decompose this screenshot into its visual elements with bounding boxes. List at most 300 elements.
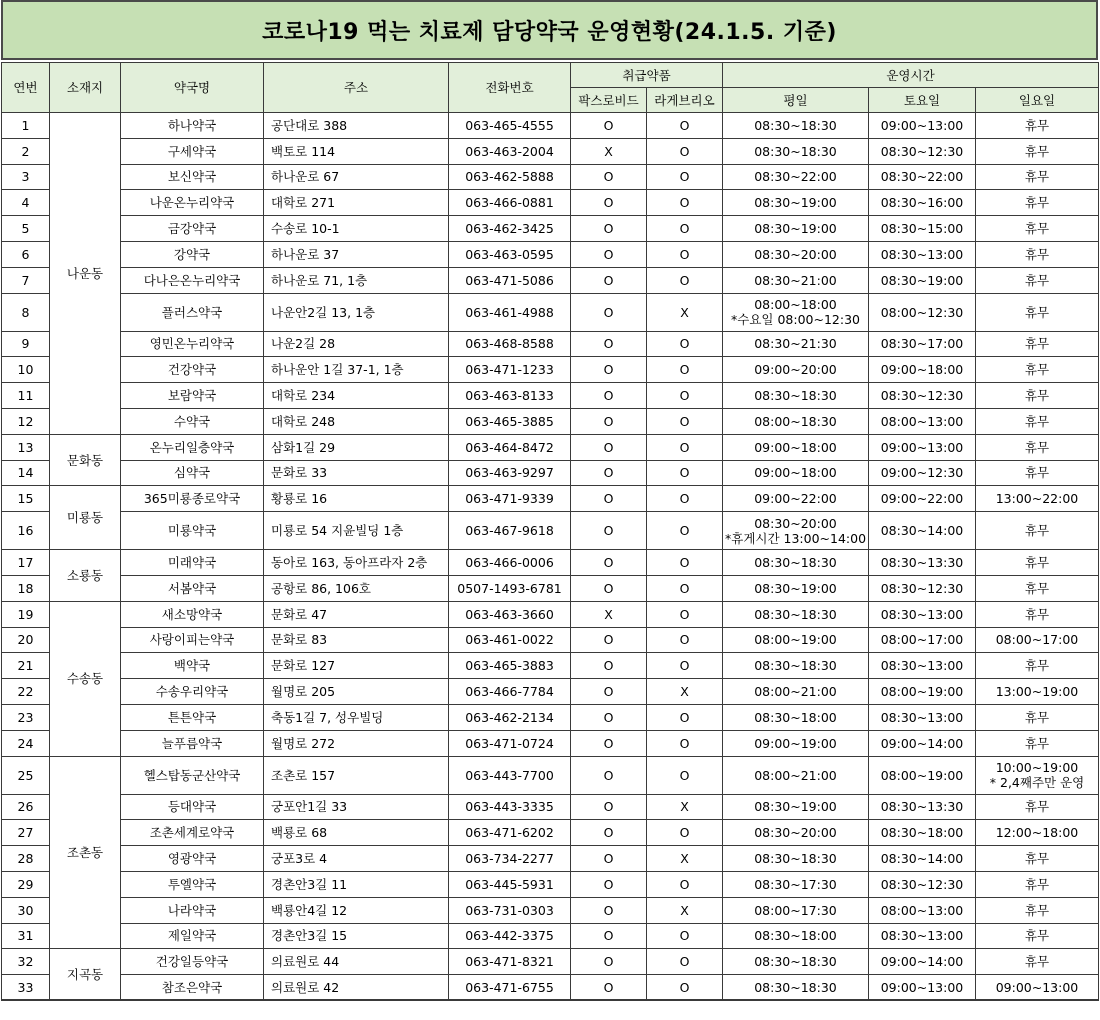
cell-weekday-hours [723, 704, 869, 730]
cell-saturday-hours: 08:00~13:00 [869, 897, 976, 923]
cell-sunday-hours [976, 949, 1099, 975]
cell-pharmacy-name: 심약국 [121, 460, 264, 486]
cell-pharmacy-name: 헬스탑동군산약국 [121, 756, 264, 794]
cell-paxlovid: O [571, 434, 647, 460]
pharmacy-table [1, 62, 1099, 1001]
cell-weekday-hours [723, 897, 869, 923]
cell-weekday-hours [723, 460, 869, 486]
cell-address: 대학로 271 [264, 190, 449, 216]
cell-weekday-hours-line: 08:30~20:00 [754, 246, 837, 262]
cell-lagevrio: O [647, 190, 723, 216]
cell-weekday-hours-line: 08:30~21:30 [754, 336, 837, 352]
cell-weekday-hours-line: 08:00~17:30 [754, 902, 837, 918]
cell-phone: 063-464-8472 [449, 434, 571, 460]
cell-lagevrio: O [647, 216, 723, 242]
cell-paxlovid: O [571, 627, 647, 653]
cell-weekday-hours-line: 08:30~20:00 [754, 825, 837, 841]
cell-sunday-hours-line: 휴무 [1024, 799, 1050, 815]
cell-saturday-hours: 08:30~12:30 [869, 138, 976, 164]
cell-weekday-hours-line: 08:30~17:30 [754, 876, 837, 892]
cell-address: 백룡안4길 12 [264, 897, 449, 923]
cell-saturday-hours: 08:30~22:00 [869, 164, 976, 190]
cell-paxlovid: O [571, 704, 647, 730]
cell-phone: 063-468-8588 [449, 331, 571, 357]
header-weekday: 평일 [723, 88, 869, 113]
cell-sunday-hours [976, 730, 1099, 756]
cell-phone: 063-471-8321 [449, 949, 571, 975]
cell-no: 21 [2, 653, 50, 679]
cell-weekday-hours-line: 08:30~18:30 [754, 979, 837, 995]
cell-sunday-hours-line: 휴무 [1024, 272, 1050, 288]
table-row [2, 949, 1099, 975]
cell-sunday-hours-line: 휴무 [1024, 928, 1050, 944]
cell-sunday-hours [976, 460, 1099, 486]
cell-weekday-hours-line: 08:00~19:00 [754, 632, 837, 648]
cell-sunday-hours-line: 휴무 [1024, 117, 1050, 133]
cell-lagevrio: O [647, 704, 723, 730]
cell-sunday-hours-line: 휴무 [1024, 555, 1050, 571]
cell-sunday-hours [976, 756, 1099, 794]
cell-paxlovid: O [571, 846, 647, 872]
cell-weekday-hours [723, 138, 869, 164]
cell-district: 미룡동 [50, 486, 121, 550]
table-row [2, 293, 1099, 331]
cell-sunday-hours [976, 846, 1099, 872]
cell-pharmacy-name: 건강일등약국 [121, 949, 264, 975]
table-row [2, 460, 1099, 486]
cell-sunday-hours [976, 434, 1099, 460]
cell-lagevrio: O [647, 575, 723, 601]
table-row [2, 601, 1099, 627]
cell-sunday-hours [976, 164, 1099, 190]
cell-pharmacy-name: 백약국 [121, 653, 264, 679]
cell-district: 수송동 [50, 601, 121, 756]
cell-paxlovid: O [571, 550, 647, 576]
cell-pharmacy-name: 금강약국 [121, 216, 264, 242]
cell-paxlovid: O [571, 512, 647, 550]
cell-weekday-hours [723, 383, 869, 409]
cell-weekday-hours [723, 357, 869, 383]
cell-pharmacy-name: 미룡약국 [121, 512, 264, 550]
header-district: 소재지 [50, 63, 121, 113]
cell-sunday-hours [976, 190, 1099, 216]
header-drugs-group: 취급약품 [571, 63, 723, 88]
cell-phone: 063-466-0881 [449, 190, 571, 216]
header-lagevrio: 라게브리오 [647, 88, 723, 113]
cell-pharmacy-name: 강약국 [121, 241, 264, 267]
cell-lagevrio: O [647, 138, 723, 164]
cell-lagevrio: O [647, 331, 723, 357]
cell-no: 30 [2, 897, 50, 923]
cell-district: 소룡동 [50, 550, 121, 602]
cell-no: 25 [2, 756, 50, 794]
cell-weekday-hours [723, 408, 869, 434]
cell-no: 27 [2, 820, 50, 846]
cell-sunday-hours [976, 627, 1099, 653]
cell-weekday-hours [723, 679, 869, 705]
cell-weekday-hours [723, 846, 869, 872]
table-row [2, 383, 1099, 409]
cell-phone: 063-471-0724 [449, 730, 571, 756]
cell-phone: 063-462-3425 [449, 216, 571, 242]
cell-saturday-hours: 09:00~13:00 [869, 113, 976, 139]
cell-weekday-hours [723, 512, 869, 550]
table-row [2, 434, 1099, 460]
cell-weekday-hours [723, 113, 869, 139]
cell-weekday-hours [723, 820, 869, 846]
cell-sunday-hours-line: 휴무 [1024, 246, 1050, 262]
cell-sunday-hours [976, 512, 1099, 550]
cell-pharmacy-name: 나라약국 [121, 897, 264, 923]
cell-sunday-hours [976, 601, 1099, 627]
cell-sunday-hours-line: 휴무 [1024, 304, 1050, 320]
cell-weekday-hours [723, 575, 869, 601]
cell-lagevrio: O [647, 434, 723, 460]
cell-phone: 063-471-9339 [449, 486, 571, 512]
cell-weekday-hours [723, 627, 869, 653]
cell-phone: 063-462-5888 [449, 164, 571, 190]
cell-paxlovid: O [571, 756, 647, 794]
cell-lagevrio: O [647, 512, 723, 550]
cell-saturday-hours: 09:00~22:00 [869, 486, 976, 512]
cell-no: 18 [2, 575, 50, 601]
cell-paxlovid: X [571, 601, 647, 627]
cell-pharmacy-name: 늘푸름약국 [121, 730, 264, 756]
cell-lagevrio: O [647, 601, 723, 627]
cell-saturday-hours: 08:00~12:30 [869, 293, 976, 331]
cell-pharmacy-name: 수송우리약국 [121, 679, 264, 705]
cell-address: 의료원로 42 [264, 975, 449, 1001]
header-hours-group: 운영시간 [723, 63, 1099, 88]
header-sunday: 일요일 [976, 88, 1099, 113]
cell-sunday-hours-line: 08:00~17:00 [995, 632, 1079, 648]
cell-sunday-hours [976, 113, 1099, 139]
cell-pharmacy-name: 건강약국 [121, 357, 264, 383]
cell-saturday-hours: 09:00~12:30 [869, 460, 976, 486]
cell-address: 수송로 10-1 [264, 216, 449, 242]
table-row [2, 331, 1099, 357]
cell-pharmacy-name: 온누리일층약국 [121, 434, 264, 460]
cell-pharmacy-name: 보신약국 [121, 164, 264, 190]
cell-address: 공항로 86, 106호 [264, 575, 449, 601]
cell-paxlovid: O [571, 293, 647, 331]
cell-pharmacy-name: 미래약국 [121, 550, 264, 576]
cell-pharmacy-name: 플러스약국 [121, 293, 264, 331]
cell-address: 문화로 47 [264, 601, 449, 627]
cell-weekday-hours-line: 08:00~18:00 [754, 297, 837, 313]
header-saturday: 토요일 [869, 88, 976, 113]
cell-sunday-hours-line: 휴무 [1024, 606, 1050, 622]
cell-sunday-hours [976, 293, 1099, 331]
cell-weekday-hours-line: 09:00~18:00 [754, 465, 837, 481]
cell-no: 15 [2, 486, 50, 512]
cell-no: 16 [2, 512, 50, 550]
cell-paxlovid: O [571, 190, 647, 216]
cell-saturday-hours: 08:30~13:00 [869, 923, 976, 949]
cell-phone: 063-463-9297 [449, 460, 571, 486]
cell-weekday-hours [723, 267, 869, 293]
cell-address: 경촌안3길 15 [264, 923, 449, 949]
cell-lagevrio: O [647, 550, 723, 576]
cell-sunday-hours-line: 휴무 [1024, 143, 1050, 159]
cell-address: 나운안2길 13, 1층 [264, 293, 449, 331]
cell-pharmacy-name: 참조은약국 [121, 975, 264, 1001]
cell-weekday-hours-line: 08:30~18:00 [754, 709, 837, 725]
cell-address: 궁포안1길 33 [264, 794, 449, 820]
table-row [2, 138, 1099, 164]
header-no: 연번 [2, 63, 50, 113]
cell-address: 공단대로 388 [264, 113, 449, 139]
cell-pharmacy-name: 사랑이피는약국 [121, 627, 264, 653]
table-row [2, 871, 1099, 897]
header-address: 주소 [264, 63, 449, 113]
cell-sunday-hours [976, 975, 1099, 1001]
table-row [2, 486, 1099, 512]
table-row [2, 627, 1099, 653]
cell-phone: 063-445-5931 [449, 871, 571, 897]
cell-saturday-hours: 08:30~15:00 [869, 216, 976, 242]
cell-weekday-hours-line: 09:00~18:00 [754, 439, 837, 455]
cell-weekday-hours-line: 08:30~19:00 [754, 221, 837, 237]
cell-phone: 063-471-6755 [449, 975, 571, 1001]
cell-address: 월명로 205 [264, 679, 449, 705]
cell-lagevrio: O [647, 241, 723, 267]
table-row [2, 241, 1099, 267]
cell-saturday-hours: 08:30~13:00 [869, 241, 976, 267]
cell-saturday-hours: 08:30~13:30 [869, 794, 976, 820]
cell-weekday-hours-line: *휴게시간 13:00~14:00 [725, 530, 867, 546]
cell-no: 9 [2, 331, 50, 357]
cell-sunday-hours-line: 휴무 [1024, 413, 1050, 429]
cell-address: 백룡로 68 [264, 820, 449, 846]
cell-phone: 063-442-3375 [449, 923, 571, 949]
cell-phone: 063-465-3883 [449, 653, 571, 679]
header-phone: 전화번호 [449, 63, 571, 113]
cell-sunday-hours-line: 휴무 [1024, 523, 1050, 539]
cell-sunday-hours [976, 138, 1099, 164]
cell-no: 19 [2, 601, 50, 627]
cell-sunday-hours-line: 휴무 [1024, 388, 1050, 404]
table-row [2, 267, 1099, 293]
cell-weekday-hours-line: 08:30~18:30 [754, 117, 837, 133]
cell-lagevrio: X [647, 794, 723, 820]
cell-sunday-hours-line: 휴무 [1024, 954, 1050, 970]
cell-district: 문화동 [50, 434, 121, 486]
cell-address: 문화로 83 [264, 627, 449, 653]
cell-paxlovid: O [571, 113, 647, 139]
cell-address: 하나운안 1길 37-1, 1층 [264, 357, 449, 383]
cell-paxlovid: O [571, 357, 647, 383]
cell-no: 23 [2, 704, 50, 730]
cell-address: 황룡로 16 [264, 486, 449, 512]
table-row [2, 512, 1099, 550]
cell-weekday-hours-line: 08:30~18:30 [754, 954, 837, 970]
table-row [2, 923, 1099, 949]
cell-sunday-hours [976, 331, 1099, 357]
cell-no: 32 [2, 949, 50, 975]
cell-weekday-hours [723, 975, 869, 1001]
cell-lagevrio: O [647, 486, 723, 512]
cell-no: 14 [2, 460, 50, 486]
cell-weekday-hours-line: 09:00~20:00 [754, 362, 837, 378]
cell-weekday-hours-line: 08:30~18:30 [754, 388, 837, 404]
cell-paxlovid: O [571, 383, 647, 409]
cell-saturday-hours: 08:30~19:00 [869, 267, 976, 293]
table-row [2, 679, 1099, 705]
cell-saturday-hours: 08:30~12:30 [869, 383, 976, 409]
cell-weekday-hours [723, 190, 869, 216]
cell-weekday-hours-line: 09:00~22:00 [754, 491, 837, 507]
cell-lagevrio: O [647, 627, 723, 653]
cell-weekday-hours [723, 293, 869, 331]
cell-lagevrio: O [647, 871, 723, 897]
cell-weekday-hours-line: 08:30~18:30 [754, 658, 837, 674]
cell-saturday-hours: 09:00~13:00 [869, 975, 976, 1001]
cell-address: 미룡로 54 지윤빌딩 1층 [264, 512, 449, 550]
cell-phone: 063-462-2134 [449, 704, 571, 730]
table-row [2, 820, 1099, 846]
cell-saturday-hours: 08:30~14:00 [869, 512, 976, 550]
cell-lagevrio: X [647, 897, 723, 923]
cell-saturday-hours: 08:30~16:00 [869, 190, 976, 216]
cell-address: 하나운로 71, 1층 [264, 267, 449, 293]
cell-weekday-hours [723, 923, 869, 949]
cell-pharmacy-name: 투엘약국 [121, 871, 264, 897]
cell-sunday-hours-line: 12:00~18:00 [995, 825, 1079, 841]
cell-saturday-hours: 09:00~18:00 [869, 357, 976, 383]
cell-weekday-hours [723, 601, 869, 627]
cell-phone: 063-467-9618 [449, 512, 571, 550]
cell-sunday-hours [976, 679, 1099, 705]
table-row [2, 575, 1099, 601]
table-body [2, 113, 1099, 1001]
cell-sunday-hours [976, 794, 1099, 820]
cell-lagevrio: O [647, 408, 723, 434]
cell-weekday-hours [723, 550, 869, 576]
cell-paxlovid: O [571, 949, 647, 975]
cell-lagevrio: O [647, 267, 723, 293]
cell-saturday-hours: 08:00~19:00 [869, 756, 976, 794]
cell-district: 나운동 [50, 113, 121, 435]
cell-sunday-hours-line: 09:00~13:00 [995, 979, 1079, 995]
cell-no: 3 [2, 164, 50, 190]
cell-saturday-hours: 08:30~14:00 [869, 846, 976, 872]
cell-weekday-hours-line: 08:00~21:00 [754, 767, 837, 783]
cell-sunday-hours-line: * 2,4째주만 운영 [989, 775, 1085, 791]
cell-no: 7 [2, 267, 50, 293]
cell-phone: 063-471-5086 [449, 267, 571, 293]
cell-paxlovid: O [571, 164, 647, 190]
cell-pharmacy-name: 영광약국 [121, 846, 264, 872]
cell-sunday-hours-line: 휴무 [1024, 336, 1050, 352]
cell-address: 조촌로 157 [264, 756, 449, 794]
cell-phone: 063-463-0595 [449, 241, 571, 267]
table-row [2, 653, 1099, 679]
cell-sunday-hours-line: 휴무 [1024, 465, 1050, 481]
cell-weekday-hours-line: 08:00~21:00 [754, 684, 837, 700]
cell-lagevrio: O [647, 164, 723, 190]
cell-sunday-hours [976, 267, 1099, 293]
cell-saturday-hours: 08:00~13:00 [869, 408, 976, 434]
table-row [2, 550, 1099, 576]
cell-paxlovid: O [571, 975, 647, 1001]
cell-address: 하나운로 67 [264, 164, 449, 190]
cell-sunday-hours-line: 휴무 [1024, 362, 1050, 378]
table-row [2, 164, 1099, 190]
cell-no: 2 [2, 138, 50, 164]
cell-no: 20 [2, 627, 50, 653]
cell-weekday-hours [723, 756, 869, 794]
cell-no: 12 [2, 408, 50, 434]
cell-weekday-hours [723, 434, 869, 460]
cell-sunday-hours-line: 휴무 [1024, 221, 1050, 237]
cell-paxlovid: O [571, 460, 647, 486]
cell-saturday-hours: 09:00~14:00 [869, 730, 976, 756]
cell-paxlovid: O [571, 267, 647, 293]
cell-sunday-hours [976, 357, 1099, 383]
cell-weekday-hours [723, 794, 869, 820]
table-row [2, 113, 1099, 139]
cell-weekday-hours [723, 331, 869, 357]
cell-paxlovid: O [571, 679, 647, 705]
cell-no: 29 [2, 871, 50, 897]
cell-phone: 063-461-0022 [449, 627, 571, 653]
cell-sunday-hours-line: 휴무 [1024, 580, 1050, 596]
cell-weekday-hours [723, 949, 869, 975]
cell-address: 나운2길 28 [264, 331, 449, 357]
cell-saturday-hours: 08:30~12:30 [869, 871, 976, 897]
cell-weekday-hours-line: 08:30~19:00 [754, 799, 837, 815]
cell-sunday-hours-line: 휴무 [1024, 876, 1050, 892]
cell-no: 28 [2, 846, 50, 872]
cell-lagevrio: O [647, 357, 723, 383]
cell-phone: 063-463-3660 [449, 601, 571, 627]
cell-address: 대학로 248 [264, 408, 449, 434]
cell-saturday-hours: 08:30~17:00 [869, 331, 976, 357]
cell-sunday-hours [976, 897, 1099, 923]
cell-lagevrio: O [647, 460, 723, 486]
cell-weekday-hours [723, 653, 869, 679]
cell-sunday-hours [976, 575, 1099, 601]
cell-lagevrio: X [647, 846, 723, 872]
cell-saturday-hours: 08:00~17:00 [869, 627, 976, 653]
cell-no: 6 [2, 241, 50, 267]
cell-pharmacy-name: 구세약국 [121, 138, 264, 164]
cell-saturday-hours: 08:30~13:00 [869, 653, 976, 679]
cell-sunday-hours [976, 550, 1099, 576]
cell-pharmacy-name: 조촌세계로약국 [121, 820, 264, 846]
cell-weekday-hours [723, 241, 869, 267]
cell-weekday-hours [723, 486, 869, 512]
cell-address: 삼화1길 29 [264, 434, 449, 460]
cell-no: 17 [2, 550, 50, 576]
cell-address: 궁포3로 4 [264, 846, 449, 872]
table-row [2, 794, 1099, 820]
cell-no: 13 [2, 434, 50, 460]
cell-sunday-hours-line: 휴무 [1024, 169, 1050, 185]
cell-weekday-hours [723, 164, 869, 190]
cell-lagevrio: O [647, 730, 723, 756]
cell-weekday-hours [723, 871, 869, 897]
table-row [2, 704, 1099, 730]
cell-no: 22 [2, 679, 50, 705]
table-row [2, 975, 1099, 1001]
cell-address: 대학로 234 [264, 383, 449, 409]
cell-address: 의료원로 44 [264, 949, 449, 975]
cell-pharmacy-name: 나운온누리약국 [121, 190, 264, 216]
cell-weekday-hours-line: 08:30~18:30 [754, 851, 837, 867]
cell-phone: 063-471-1233 [449, 357, 571, 383]
